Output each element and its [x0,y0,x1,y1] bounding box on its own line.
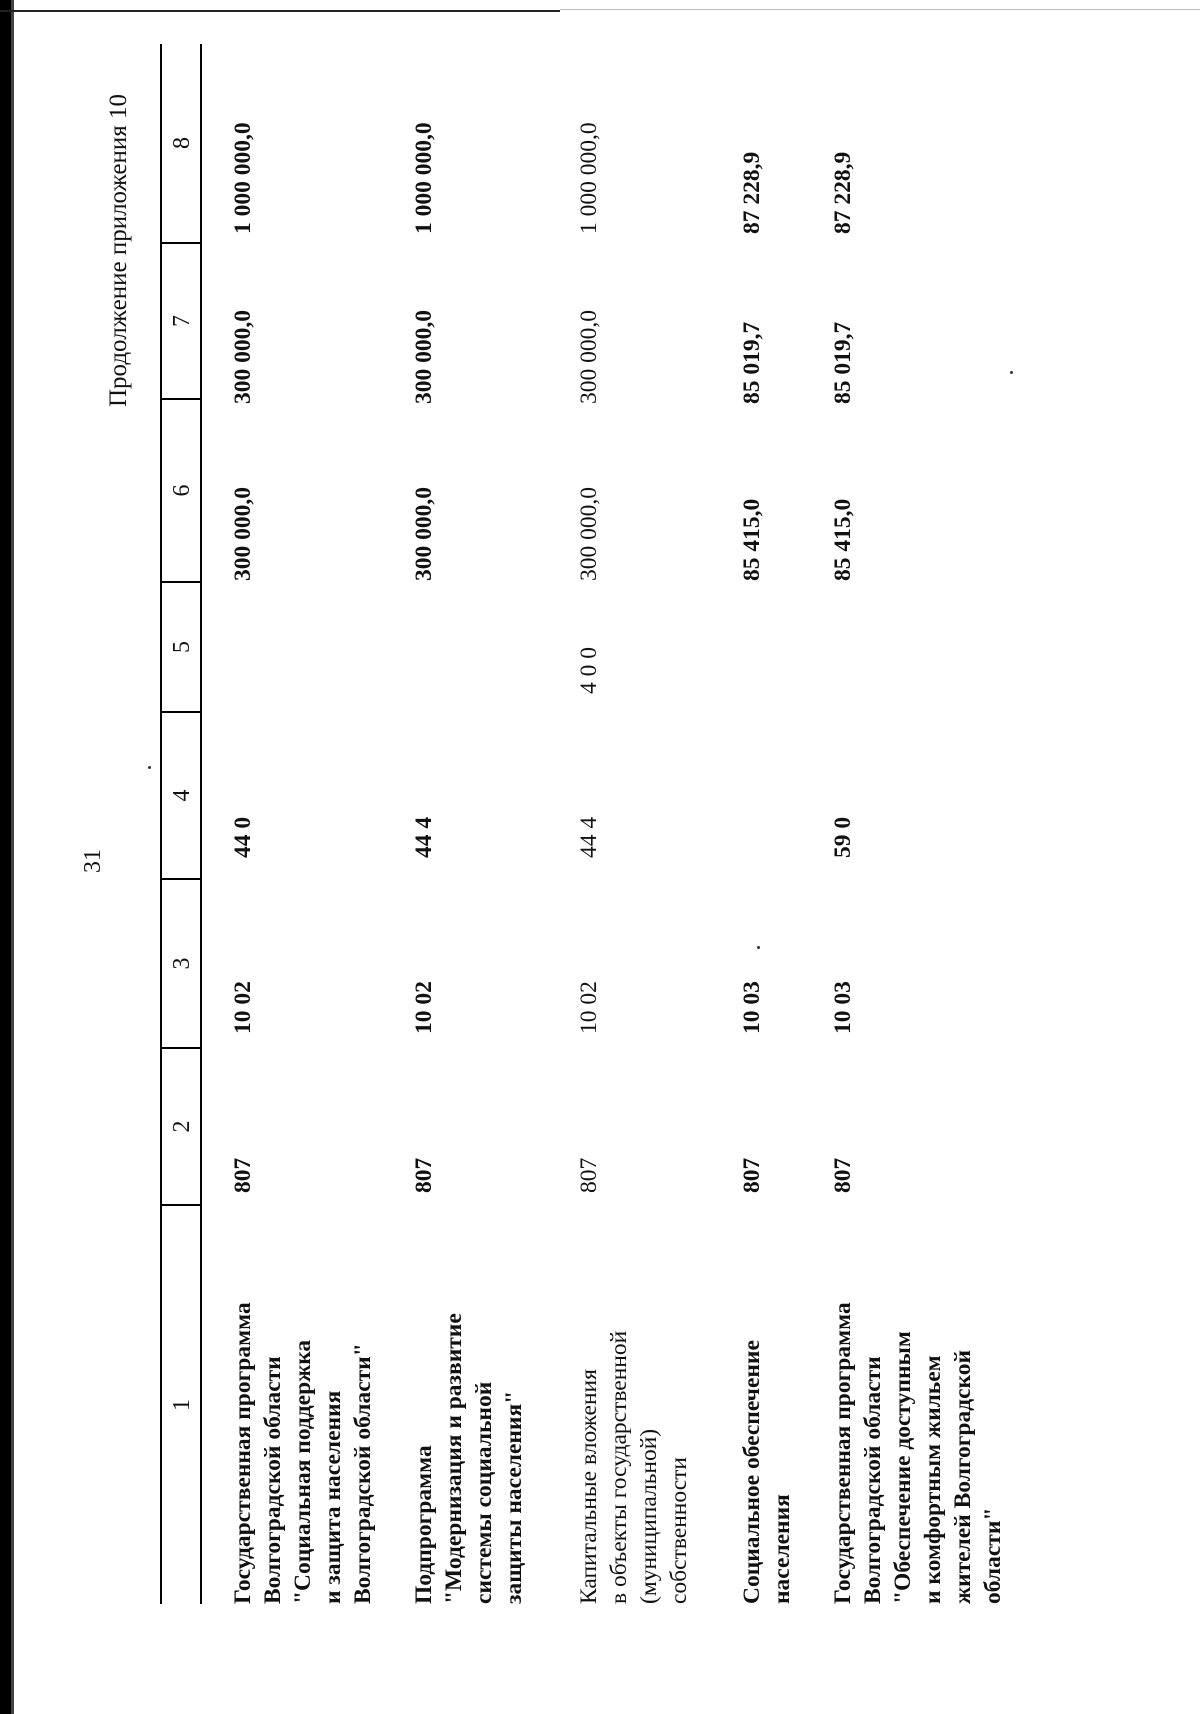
continuation-label: Продолжение приложения 10 [105,94,132,408]
col-num-8: 8 [169,137,195,149]
row-2-col-2: 807 [411,1157,437,1193]
scan-speck [1010,371,1013,374]
row-5-col-3: 10 03 [830,981,856,1034]
row-1-col-7: 300 000,0 [230,310,256,404]
scan-speck [757,946,760,949]
row-3-col-8: 1 000 000,0 [576,122,602,234]
col-num-5: 5 [169,641,195,653]
row-2-col-6: 300 000,0 [411,487,437,581]
row-5-col-2: 807 [830,1157,856,1193]
col-num-7: 7 [169,315,195,327]
col-num-3: 3 [169,957,195,970]
row-1-col-6: 300 000,0 [230,487,256,581]
row-5-col-7: 85 019,7 [830,321,856,404]
row-1-col-2: 807 [230,1157,256,1193]
row-4-col-2: 807 [739,1157,765,1193]
row-1-col-3: 10 02 [230,981,256,1034]
col-num-1: 1 [169,1399,195,1411]
row-4-col-6: 85 415,0 [739,498,765,581]
row-4-col-3: 10 03 [739,981,765,1034]
col-num-2: 2 [169,1120,195,1133]
row-2-col-4: 44 4 [411,816,437,858]
row-2-name: Подпрограмма "Модернизация и развитие системы социальной защиты населения" [411,1313,527,1604]
col-num-6: 6 [169,484,195,497]
row-5-col-4: 59 0 [830,816,856,858]
row-4-col-7: 85 019,7 [739,321,765,404]
row-5-col-8: 87 228,9 [830,151,856,234]
row-2-col-8: 1 000 000,0 [411,122,437,234]
page-number: 31 [80,849,106,873]
row-4-name: Социальное обеспечение населения [739,1340,795,1604]
row-1-col-8: 1 000 000,0 [230,122,256,234]
row-1-col-4: 44 0 [230,816,256,858]
row-1-name: Государственная программа Волгоградской области "Социальная поддержка и защита населения Волгоградской области" [230,1302,376,1604]
row-3-col-2: 807 [576,1157,602,1193]
row-3-name: Капитальные вложения в объекты государственной (муниципальной) собственности [576,1330,692,1604]
row-2-col-3: 10 02 [411,981,437,1034]
row-5-name: Государственная программа Волгоградской области "Обеспечение доступным и комфортным жильем жителей Волгоградской области" [830,1302,1006,1604]
row-2-col-7: 300 000,0 [411,310,437,404]
row-3-col-7: 300 000,0 [576,310,602,404]
row-3-col-4: 44 4 [576,816,602,858]
scan-speck [148,766,151,769]
row-5-col-6: 85 415,0 [830,498,856,581]
row-4-col-8: 87 228,9 [739,151,765,234]
row-3-col-3: 10 02 [576,981,602,1034]
col-num-4: 4 [169,789,195,802]
row-3-col-5: 4 0 0 [576,647,602,694]
row-3-col-6: 300 000,0 [576,487,602,581]
